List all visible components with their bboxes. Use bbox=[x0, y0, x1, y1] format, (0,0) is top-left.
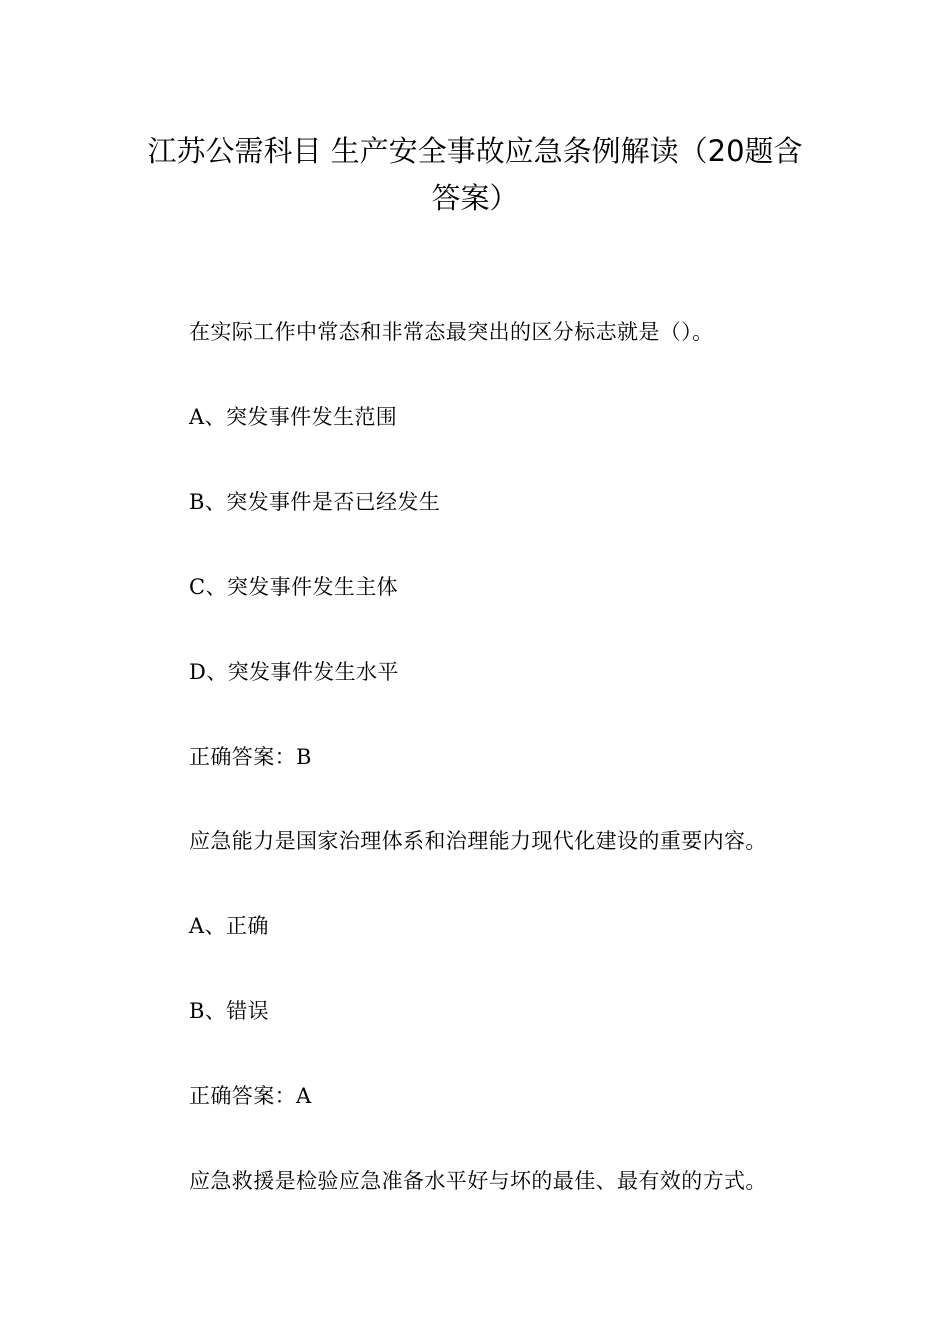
question-2-option-b: B、错误 bbox=[189, 999, 270, 1023]
question-2-answer: 正确答案：A bbox=[189, 1084, 312, 1108]
document-title bbox=[125, 128, 825, 222]
question-3-stem: 应急救援是检验应急准备水平好与坏的最佳、最有效的方式。 bbox=[189, 1169, 767, 1193]
question-1-stem: 在实际工作中常态和非常态最突出的区分标志就是（）。 bbox=[189, 320, 714, 344]
title-line-1: 江苏公需科目 生产安全事故应急条例解读（20题含 bbox=[147, 134, 803, 168]
question-2-stem: 应急能力是国家治理体系和治理能力现代化建设的重要内容。 bbox=[189, 829, 767, 853]
question-1-answer: 正确答案：B bbox=[189, 745, 312, 769]
title-line-2: 答案） bbox=[431, 181, 519, 215]
question-2-option-a: A、正确 bbox=[189, 914, 269, 938]
question-1-option-c: C、突发事件发生主体 bbox=[189, 575, 399, 599]
question-1-option-b: B、突发事件是否已经发生 bbox=[189, 490, 441, 514]
question-1-option-d: D、突发事件发生水平 bbox=[189, 660, 399, 684]
question-1-option-a: A、突发事件发生范围 bbox=[189, 405, 398, 429]
